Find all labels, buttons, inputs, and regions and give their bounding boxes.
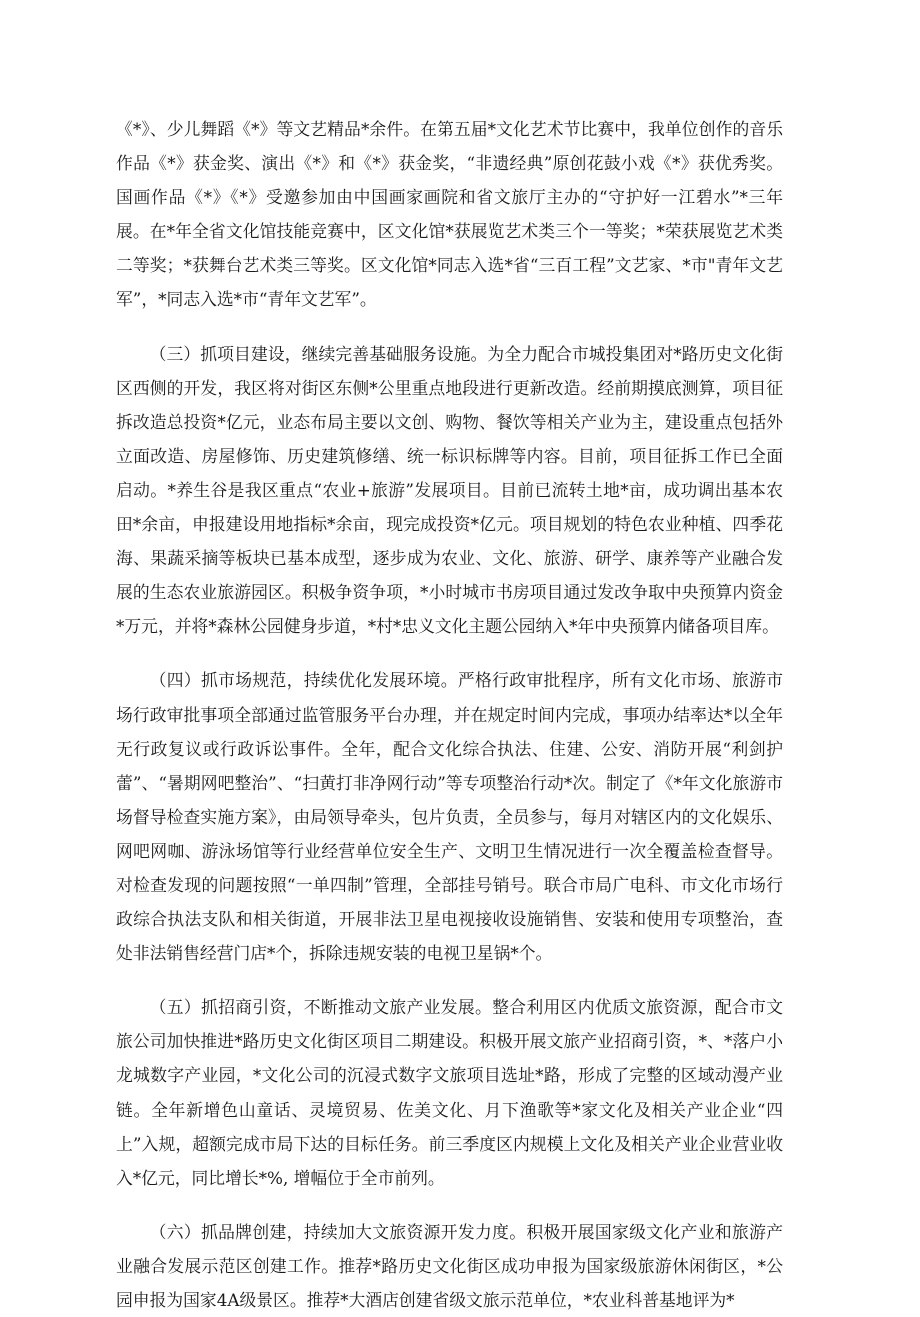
paragraph-investment-attraction: （五）抓招商引资，不断推动文旅产业发展。整合利用区内优质文旅资源，配合市文旅公司加快推进*路历史文化街区项目二期建设。积极开展文旅产业招商引资，*、*落户小龙城数字产业园，*文化公司的沉浸式数字文旅项目选址*路，形成了完整的区域动漫产业链。全年新增色山童话、灵境贸易、佐美文化、月下渔歌等*家文化及相关产业企业“四上”入规，超额完成市局下达的目标任务。前三季度区内规模上文化及相关产业企业营业收入*亿元，同比增长*%, 增幅位于全市前列。 — [116, 997, 783, 1188]
paragraph-market-regulation: （四）抓市场规范，持续优化发展环境。严格行政审批程序，所有文化市场、旅游市场行政审批事项全部通过监管服务平台办理，并在规定时间内完成，事项办结率达*以全年无行政复议或行政诉讼事件。全年，配合文化综合执法、住建、公安、消防开展“利剑护蕾”、“暑期网吧整治”、“扫黄打非净网行动”等专项整治行动*次。制定了《*年文化旅游市场督导检查实施方案》，由局领导牵头，包片负责，全员参与，每月对辖区内的文化娱乐、网吧网咖、游泳场馆等行业经营单位安全生产、文明卫生情况进行一次全覆盖检查督导。对检查发现的问题按照“一单四制”管理，全部挂号销号。联合市局广电科、市文化市场行政综合执法支队和相关街道，开展非法卫星电视接收设施销售、安装和使用专项整治，查处非法销售经营门店*个，拆除违规安装的电视卫星锅*个。 — [116, 670, 783, 964]
paragraph-brand-building: （六）抓品牌创建，持续加大文旅资源开发力度。积极开展国家级文化产业和旅游产业融合发展示范区创建工作。推荐*路历史文化街区成功申报为国家级旅游休闲街区，*公园申报为国家4A级景区。推荐*大酒店创建省级文旅示范单位，*农业科普基地评为* — [116, 1221, 783, 1310]
paragraph-project-construction: （三）抓项目建设，继续完善基础服务设施。为全力配合市城投集团对*路历史文化街区西侧的开发，我区将对街区东侧*公里重点地段进行更新改造。经前期摸底测算，项目征拆改造总投资*亿元，业态布局主要以文创、购物、餐饮等相关产业为主，建设重点包括外立面改造、房屋修饰、历史建筑修缮、统一标识标牌等内容。目前，项目征拆工作已全面启动。*养生谷是我区重点“农业+旅游”发展项目。目前已流转土地*亩，成功调出基本农田*余亩，申报建设用地指标*余亩，现完成投资*亿元。项目规划的特色农业种植、四季花海、果蔬采摘等板块已基本成型，逐步成为农业、文化、旅游、研学、康养等产业融合发展的生态农业旅游园区。积极争资争项，*小时城市书房项目通过发改争取中央预算内资金*万元，并将*森林公园健身步道，*村*忠义文化主题公园纳入*年中央预算内储备项目库。 — [116, 343, 783, 637]
paragraph-continued: 《*》、少儿舞蹈《*》等文艺精品*余件。在第五届*文化艺术节比赛中，我单位创作的音乐作品《*》获金奖、演出《*》和《*》获金奖，“非遗经典”原创花鼓小戏《*》获优秀奖。国画作品《*》《*》受邀参加由中国画家画院和省文旅厅主办的“守护好一江碧水”*三年展。在*年全省文化馆技能竞赛中，区文化馆*获展览艺术类三个一等奖；*荣获展览艺术类二等奖；*获舞台艺术类三等奖。区文化馆*同志入选*省“三百工程”文艺家、*市"青年文艺军”，*同志入选*市“青年文艺军”。 — [116, 119, 783, 310]
document-body — [116, 112, 783, 1317]
